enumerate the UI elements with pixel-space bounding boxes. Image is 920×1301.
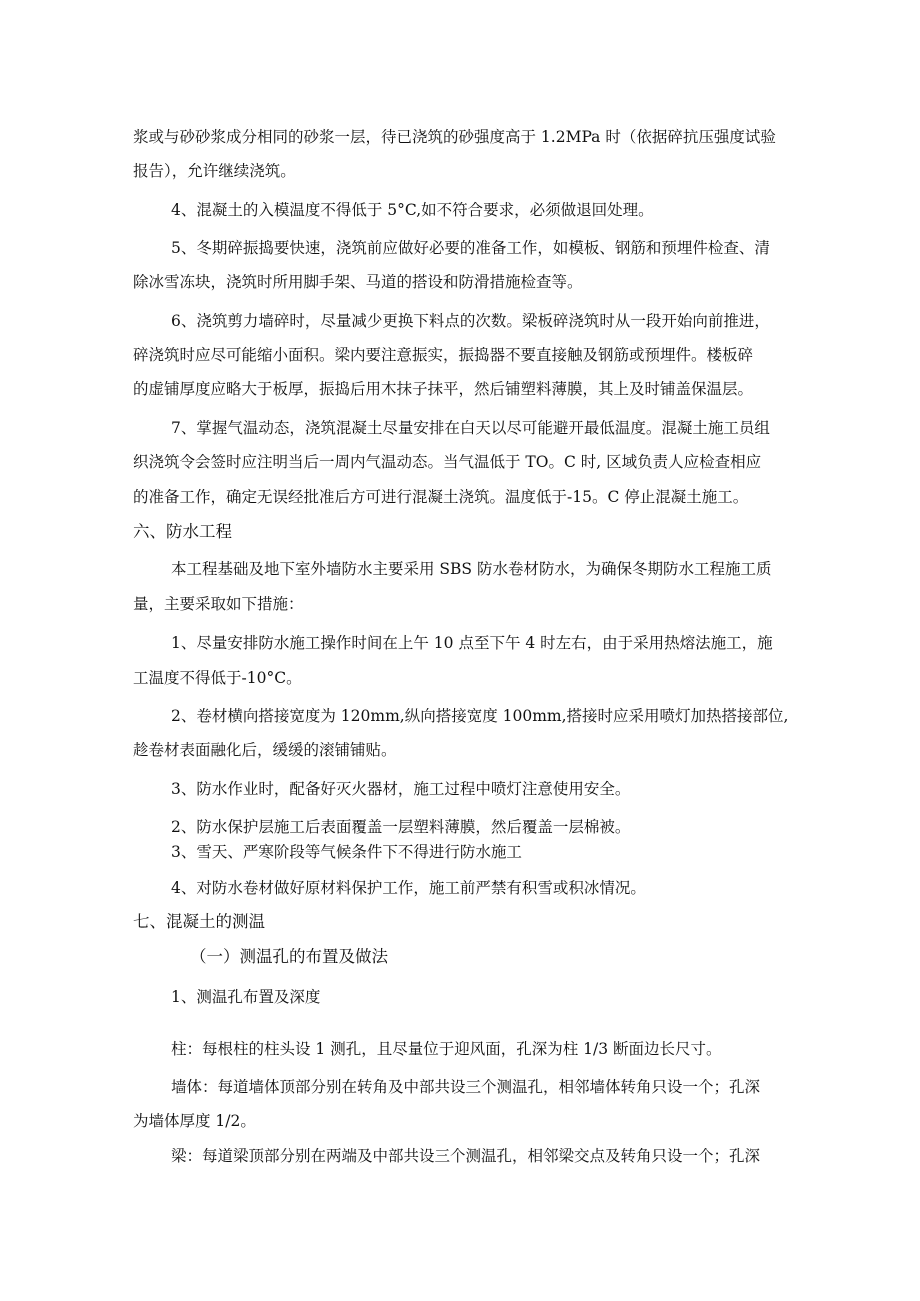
paragraph-line: 柱：每根柱的柱头设 1 测孔，且尽量位于迎风面，孔深为柱 1/3 断面边长尺寸。 xyxy=(171,1040,722,1058)
paragraph-line: 织浇筑令会签时应注明当后一周内气温动态。当气温低于 TO。C 时, 区域负责人应检查相应 xyxy=(133,453,762,471)
paragraph-line: 除冰雪冻块，浇筑时所用脚手架、马道的搭设和防滑措施检查等。 xyxy=(133,273,583,291)
paragraph-line: 2、防水保护层施工后表面覆盖一层塑料薄膜，然后覆盖一层棉被。 xyxy=(171,818,631,836)
paragraph-line: 4、对防水卷材做好原材料保护工作，施工前严禁有积雪或积冰情况。 xyxy=(171,879,646,897)
paragraph-line: 碎浇筑时应尽可能缩小面积。梁内要注意振实，振捣器不要直接触及钢筋或预埋件。楼板碎 xyxy=(133,346,754,364)
paragraph-line: 5、冬期碎振捣要快速，浇筑前应做好必要的准备工作，如模板、钢筋和预埋件检查、清 xyxy=(171,239,770,257)
paragraph-line: 工温度不得低于-10°C。 xyxy=(133,669,302,687)
paragraph-line: 3、雪天、严寒阶段等气候条件下不得进行防水施工 xyxy=(171,843,522,861)
paragraph-line: 浆或与砂砂浆成分相同的砂浆一层，待已浇筑的砂强度高于 1.2MPa 时（依据碎抗压强度试验 xyxy=(133,128,776,146)
section-heading: 七、混凝土的测温 xyxy=(133,912,265,931)
paragraph-line: 墙体：每道墙体顶部分别在转角及中部共设三个测温孔，相邻墙体转角只设一个；孔深 xyxy=(171,1078,761,1096)
paragraph-line: 报告），允许继续浇筑。 xyxy=(133,162,296,180)
paragraph-line: 本工程基础及地下室外墙防水主要采用 SBS 防水卷材防水，为确保冬期防水工程施工质 xyxy=(171,560,772,578)
subsection-heading: （一）测温孔的布置及做法 xyxy=(190,947,388,966)
paragraph-line: 的虚铺厚度应略大于板厚，振捣后用木抹子抹平，然后铺塑料薄膜，其上及时铺盖保温层。 xyxy=(133,380,754,398)
paragraph-line: 量，主要采取如下措施： xyxy=(133,595,304,613)
paragraph-line: 的准备工作，确定无误经批准后方可进行混凝土浇筑。温度低于-15。C 停止混凝土施工。 xyxy=(133,488,749,506)
paragraph-line: 梁：每道梁顶部分别在两端及中部共设三个测温孔，相邻梁交点及转角只设一个；孔深 xyxy=(171,1147,761,1165)
paragraph-line: 趁卷材表面融化后，缓缓的滚铺铺贴。 xyxy=(133,741,397,759)
paragraph-line: 2、卷材横向搭接宽度为 120mm,纵向搭接宽度 100mm,搭接时应采用喷灯加热搭接部位, xyxy=(171,707,789,725)
paragraph-line: 1、尽量安排防水施工操作时间在上午 10 点至下午 4 时左右，由于采用热熔法施工，施 xyxy=(171,634,773,652)
paragraph-line: 3、防水作业时，配备好灭火器材，施工过程中喷灯注意使用安全。 xyxy=(171,780,631,798)
paragraph-line: 6、浇筑剪力墙碎时，尽量减少更换下料点的次数。梁板碎浇筑时从一段开始向前推进， xyxy=(171,312,770,330)
paragraph-line: 4、混凝土的入模温度不得低于 5°C,如不符合要求，必须做退回处理。 xyxy=(171,201,654,219)
paragraph-line: 7、掌握气温动态，浇筑混凝土尽量安排在白天以尽可能避开最低温度。混凝土施工员组 xyxy=(171,419,770,437)
paragraph-line: 1、测温孔布置及深度 xyxy=(171,988,321,1006)
paragraph-line: 为墙体厚度 1/2。 xyxy=(133,1112,256,1130)
section-heading: 六、防水工程 xyxy=(133,522,232,541)
